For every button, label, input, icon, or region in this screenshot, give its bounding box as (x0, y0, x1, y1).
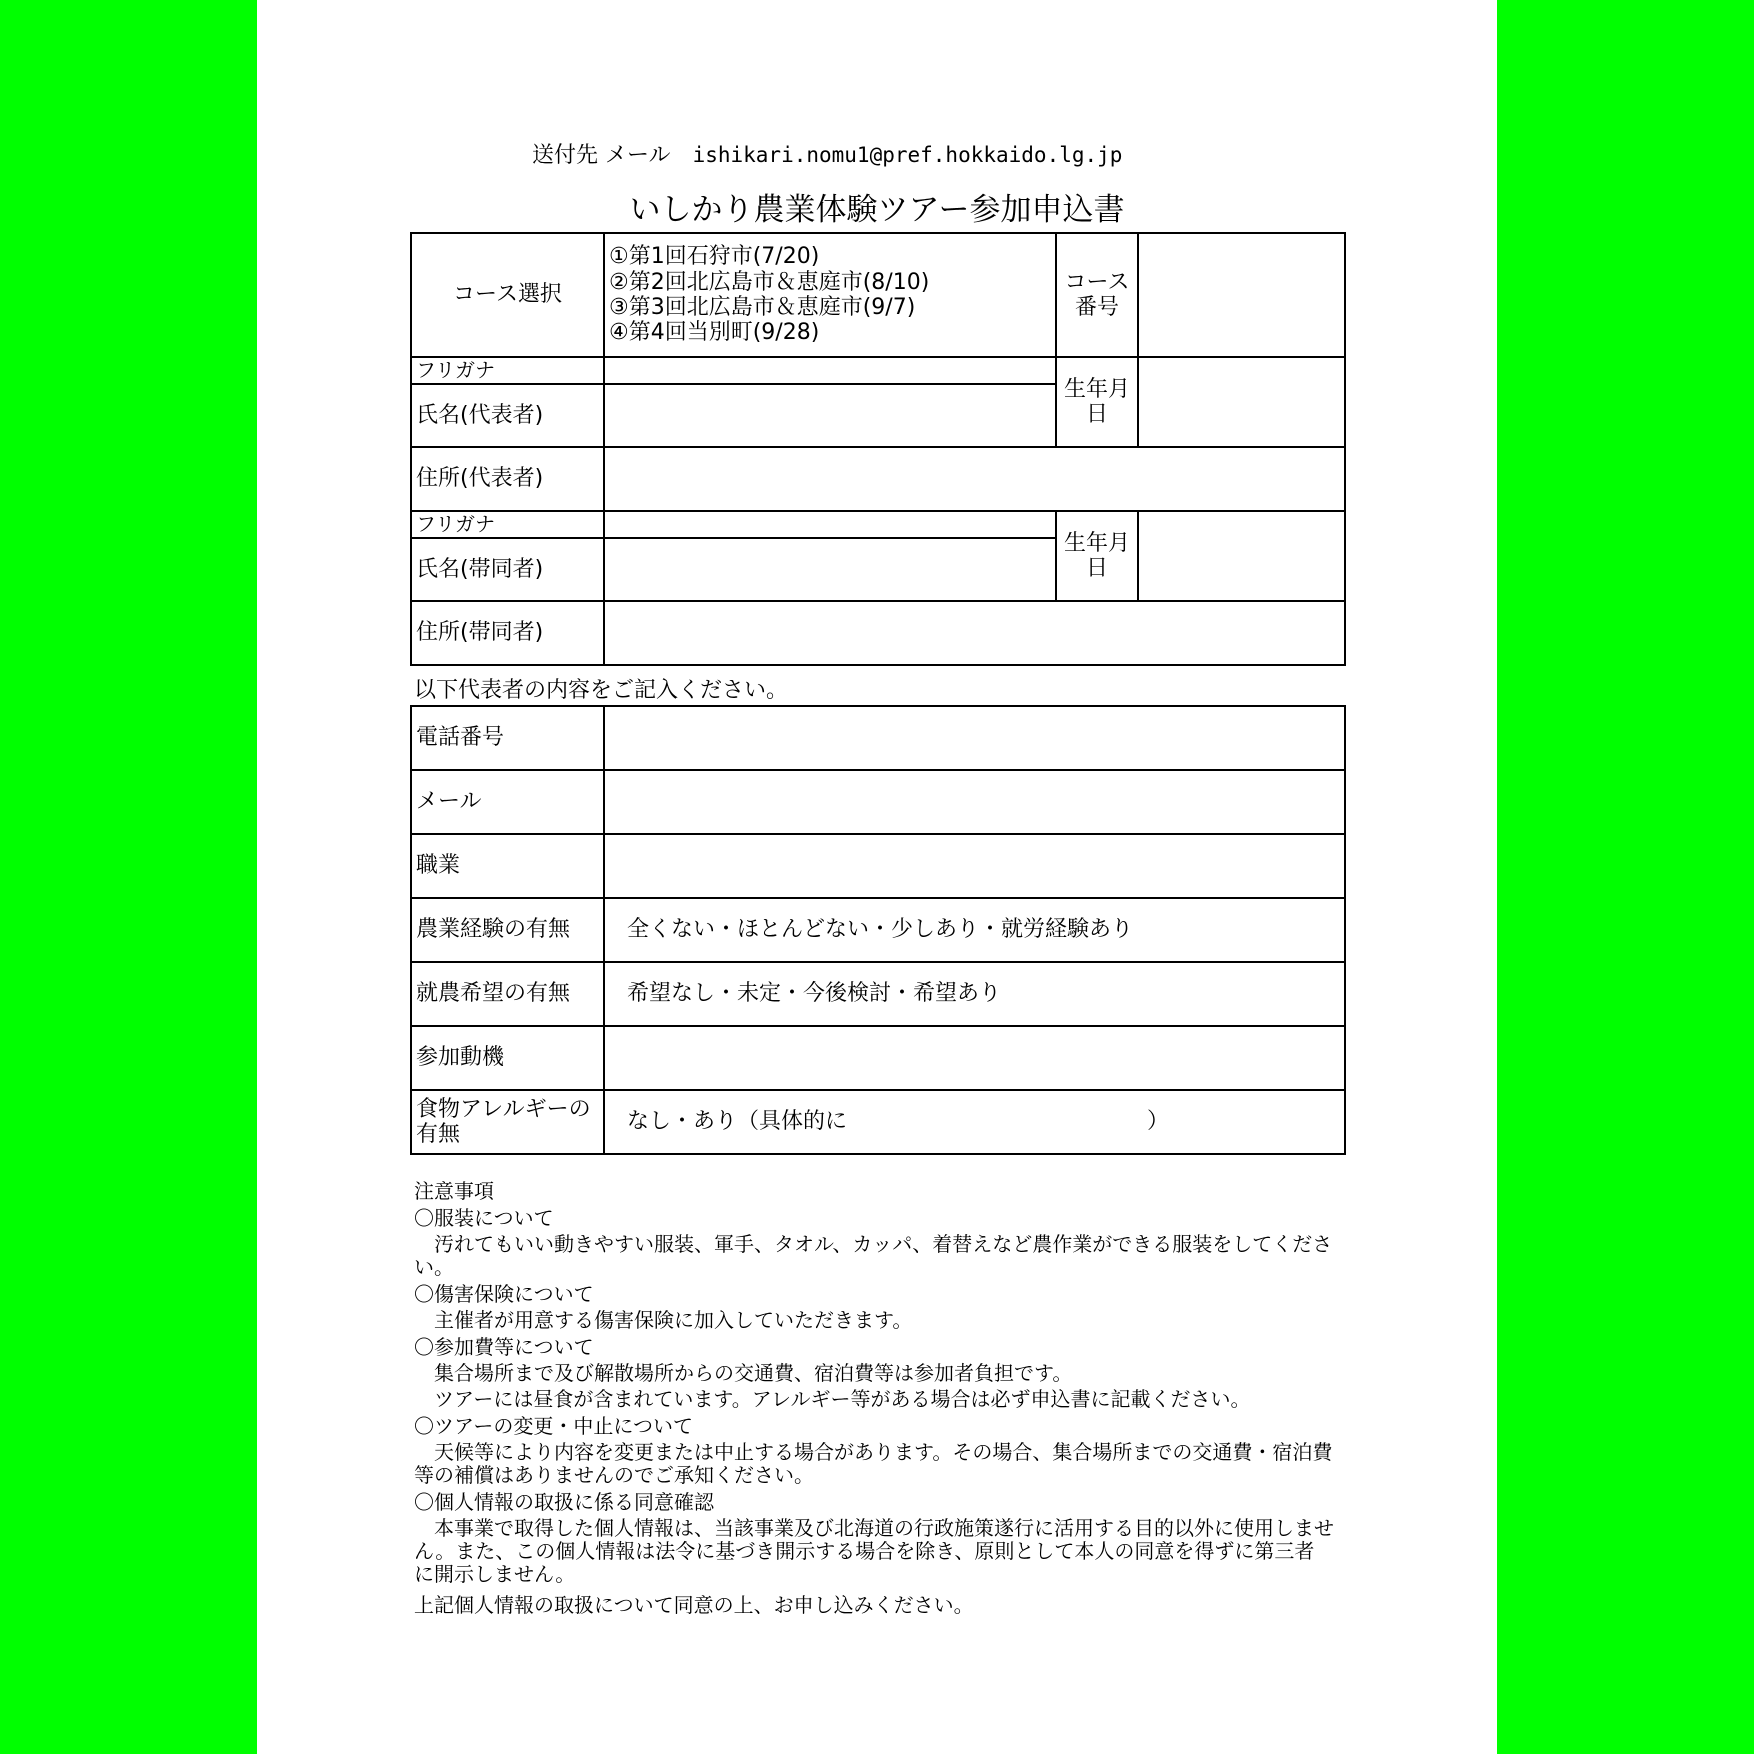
furigana-field-comp[interactable] (604, 511, 1056, 538)
birth-field-rep[interactable] (1138, 357, 1345, 447)
furigana-label-rep: フリガナ (411, 357, 604, 384)
course-option: ③第3回北広島市＆恵庭市(9/7) (609, 295, 916, 320)
course-label: コース選択 (411, 233, 604, 357)
allergy-close-paren: ） (1147, 1109, 1170, 1135)
address-rep-field[interactable] (604, 447, 1345, 511)
insurance-heading: 〇傷害保険について (414, 1282, 594, 1306)
job-label: 職業 (411, 834, 604, 898)
name-rep-field[interactable] (604, 384, 1056, 447)
name-comp-label: 氏名(帯同者) (411, 538, 604, 601)
fee-text-1: 集合場所まで及び解散場所からの交通費、宿泊費等は参加者負担です。 (434, 1361, 1073, 1385)
privacy-heading: 〇個人情報の取扱に係る同意確認 (414, 1490, 714, 1514)
clothing-text: 汚れてもいい動きやすい服装、軍手、タオル、カッパ、着替えなど農作業ができる服装をしてください。 (414, 1232, 1333, 1279)
course-option: ②第2回北広島市＆恵庭市(8/10) (609, 269, 930, 295)
furigana-field-rep[interactable] (604, 357, 1056, 384)
course-number-field[interactable] (1138, 233, 1345, 357)
address-comp-field[interactable] (604, 601, 1345, 665)
send-to-email: ishikari.nomu1@pref.hokkaido.lg.jp (692, 143, 1123, 167)
name-rep-label: 氏名(代表者) (411, 384, 604, 447)
send-to-line (532, 138, 1122, 169)
clothing-heading: 〇服装について (414, 1206, 554, 1230)
email-label: メール (411, 770, 604, 834)
form-title: いしかり農業体験ツアー参加申込書 (629, 192, 1125, 228)
email-field[interactable] (604, 770, 1345, 834)
instruction-line: 以下代表者の内容をご記入ください。 (414, 678, 789, 703)
birth-field-comp[interactable] (1138, 511, 1345, 601)
change-text: 天候等により内容を変更または中止する場合があります。その場合、集合場所までの交通費・宿泊費等の補償はありませんのでご承知ください。 (414, 1440, 1333, 1487)
job-field[interactable] (604, 834, 1345, 898)
name-comp-field[interactable] (604, 538, 1056, 601)
farm-exp-options[interactable]: 全くない・ほとんどない・少しあり・就労経験あり (604, 898, 1345, 962)
fee-text-2: ツアーには昼食が含まれています。アレルギー等がある場合は必ず申込書に記載ください。 (434, 1387, 1251, 1411)
allergy-options: なし・あり（具体的に (627, 1109, 848, 1135)
document-page (257, 0, 1497, 1754)
allergy-label: 食物アレルギーの有無 (411, 1090, 604, 1154)
phone-field[interactable] (604, 706, 1345, 770)
motive-label: 参加動機 (411, 1026, 604, 1090)
furigana-label-comp: フリガナ (411, 511, 604, 538)
notices-heading: 注意事項 (414, 1179, 494, 1203)
farm-wish-options[interactable]: 希望なし・未定・今後検討・希望あり (604, 962, 1345, 1026)
course-option: ①第1回石狩市(7/20) (609, 244, 820, 270)
course-options (604, 233, 1056, 357)
birth-label-rep: 生年月日 (1056, 357, 1138, 447)
allergy-options-cell[interactable] (604, 1090, 1345, 1154)
farm-wish-label: 就農希望の有無 (411, 962, 604, 1026)
applicant-table (410, 232, 1346, 666)
course-option: ④第4回当別町(9/28) (609, 320, 820, 346)
contact-table (410, 705, 1346, 1155)
send-to-label: 送付先 メール (532, 143, 671, 168)
course-number-label: コース番号 (1056, 233, 1138, 357)
privacy-text: 本事業で取得した個人情報は、当該事業及び北海道の行政施策遂行に活用する目的以外に使用しません。また、この個人情報は法令に基づき開示する場合を除き、原則として本人の同意を得ずに第三者に開示しません。 (414, 1516, 1334, 1586)
farm-exp-label: 農業経験の有無 (411, 898, 604, 962)
address-comp-label: 住所(帯同者) (411, 601, 604, 665)
consent-text: 上記個人情報の取扱について同意の上、お申し込みください。 (414, 1593, 974, 1617)
fee-heading: 〇参加費等について (414, 1335, 594, 1359)
notices-section (414, 1180, 1334, 1617)
motive-field[interactable] (604, 1026, 1345, 1090)
birth-label-comp: 生年月日 (1056, 511, 1138, 601)
phone-label: 電話番号 (411, 706, 604, 770)
address-rep-label: 住所(代表者) (411, 447, 604, 511)
insurance-text: 主催者が用意する傷害保険に加入していただきます。 (434, 1308, 913, 1332)
change-heading: 〇ツアーの変更・中止について (414, 1414, 693, 1438)
